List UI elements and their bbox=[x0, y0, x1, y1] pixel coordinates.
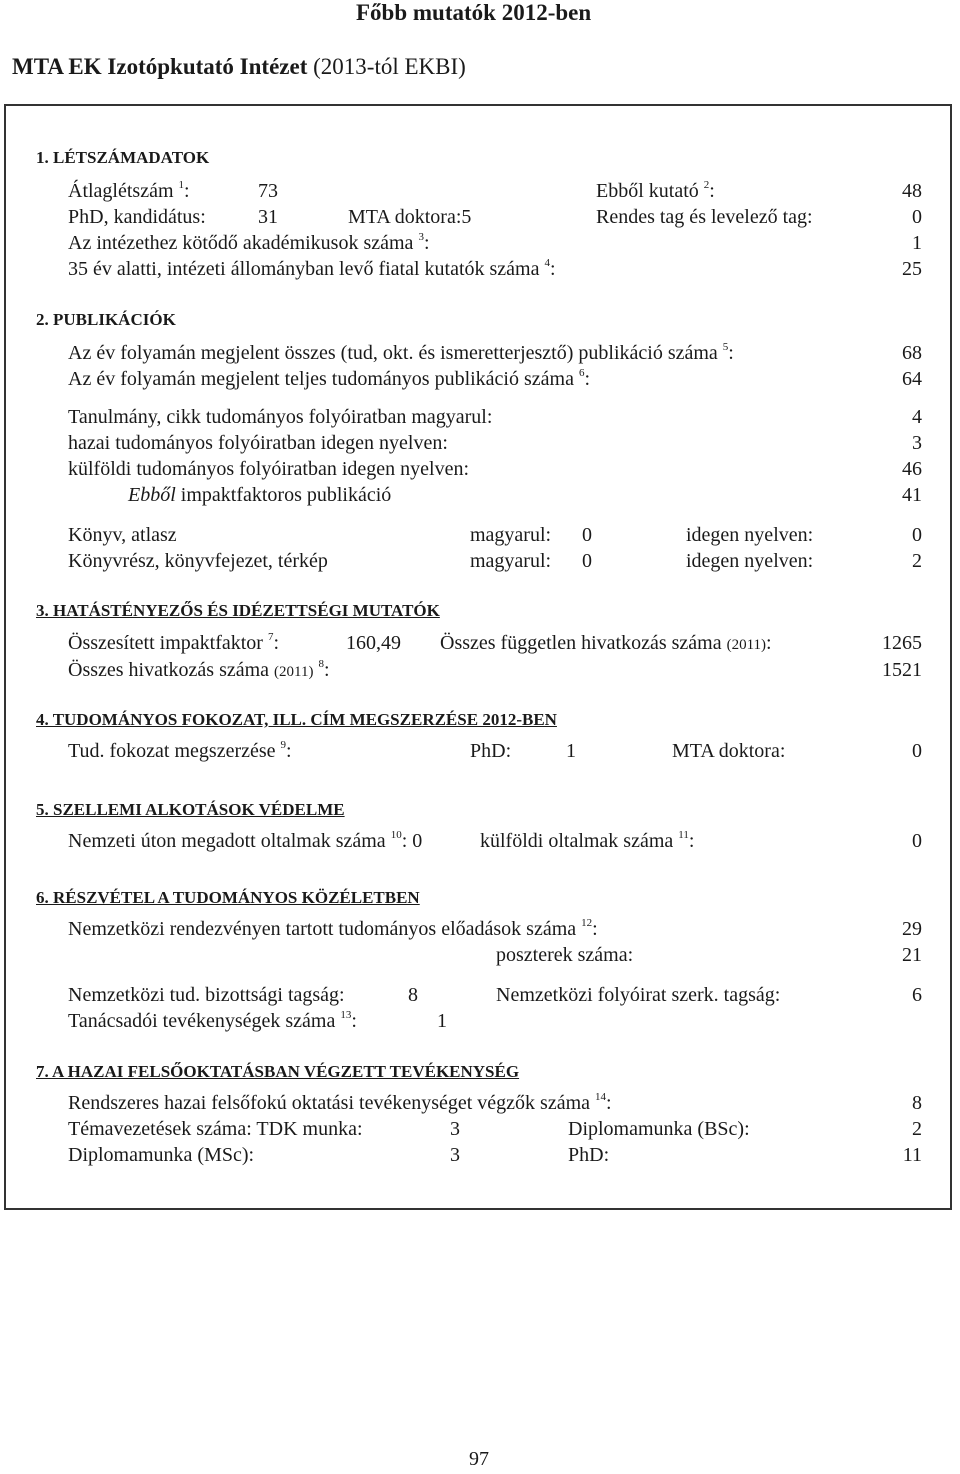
kulfoldi-oltalom-label: külföldi oltalmak száma $^{11}$: bbox=[480, 829, 695, 852]
row-rendszeres-oktatas bbox=[0, 1090, 960, 1116]
fiatal-label: 35 év alatti, intézeti állományban levő fiatal kutatók száma $^4$: bbox=[68, 257, 556, 280]
mta-doktor-label: MTA doktora:5 bbox=[348, 206, 472, 228]
tanacsadoi-value: 1 bbox=[437, 1010, 447, 1032]
kutato-value: 48 bbox=[902, 180, 922, 202]
tanulmany-label: Tanulmány, cikk tudományos folyóiratban magyarul: bbox=[68, 406, 493, 428]
phd-value: 31 bbox=[258, 206, 278, 228]
phd7-value: 11 bbox=[902, 1144, 922, 1166]
konyv-idegen-value: 0 bbox=[912, 524, 922, 546]
teljes-pub-label: Az év folyamán megjelent teljes tudományos publikáció száma $^6$: bbox=[68, 367, 591, 390]
row-temavezetesek bbox=[0, 1116, 960, 1142]
ebbol-value: 41 bbox=[902, 484, 922, 506]
tanulmany-value: 4 bbox=[912, 406, 922, 428]
konyvresz-magyarul-label: magyarul: bbox=[470, 550, 552, 572]
konyv-magyarul-value: 0 bbox=[582, 524, 592, 546]
row-msc bbox=[0, 1142, 960, 1168]
poszter-label: poszterek száma: bbox=[496, 944, 634, 966]
section-1-heading: 1. LÉTSZÁMADATOK bbox=[36, 148, 210, 167]
impakt-value: 160,49 bbox=[346, 632, 401, 654]
bsc-label: Diplomamunka (BSc): bbox=[568, 1118, 750, 1140]
ebbol-label: Ebből impaktfaktoros publikáció bbox=[128, 484, 392, 506]
rendszeres-label: Rendszeres hazai felsőfokú oktatási tevékenységet végzők száma $^{14}$: bbox=[68, 1091, 612, 1114]
konyvresz-idegen-value: 2 bbox=[912, 550, 922, 572]
konyv-magyarul-label: magyarul: bbox=[470, 524, 552, 546]
rendes-label: Rendes tag és levelező tag: bbox=[596, 206, 813, 228]
folyoirat-value: 6 bbox=[912, 984, 922, 1006]
kulfoldi-value: 46 bbox=[902, 458, 922, 480]
row-impaktfaktoros bbox=[0, 482, 960, 508]
row-poszterek bbox=[0, 942, 960, 968]
konyvresz-magyarul-value: 0 bbox=[582, 550, 592, 572]
teljes-pub-value: 64 bbox=[902, 368, 922, 390]
institute-name bbox=[12, 54, 466, 80]
row-hazai bbox=[0, 430, 960, 456]
section-6-heading: 6. RÉSZVÉTEL A TUDOMÁNYOS KÖZÉLETBEN bbox=[36, 888, 420, 907]
bizottsag-label: Nemzetközi tud. bizottsági tagság: bbox=[68, 984, 345, 1006]
row-teljes-publikacio bbox=[0, 366, 960, 392]
konyvresz-idegen-label: idegen nyelven: bbox=[686, 550, 814, 572]
hivatkozas-label: Összes hivatkozás száma (2011) $^8$: bbox=[68, 658, 330, 681]
fuggetlen-value: 1265 bbox=[882, 632, 922, 654]
fiatal-value: 25 bbox=[902, 258, 922, 280]
row-eloadasok bbox=[0, 916, 960, 942]
konyv-label: Könyv, atlasz bbox=[68, 524, 177, 546]
section-4-heading: 4. TUDOMÁNYOS FOKOZAT, ILL. CÍM MEGSZERZÉSE 2012-BEN bbox=[36, 710, 557, 729]
hazai-label: hazai tudományos folyóiratban idegen nyelven: bbox=[68, 432, 448, 454]
folyoirat-label: Nemzetközi folyóirat szerk. tagság: bbox=[496, 984, 781, 1006]
section-7-heading: 7. A HAZAI FELSŐOKTATÁSBAN VÉGZETT TEVÉKENYSÉG bbox=[36, 1062, 520, 1081]
bsc-value: 2 bbox=[912, 1118, 922, 1140]
konyvresz-label: Könyvrész, könyvfejezet, térkép bbox=[68, 550, 328, 572]
row-hivatkozas bbox=[0, 657, 960, 683]
poszter-value: 21 bbox=[902, 944, 922, 966]
kulfoldi-oltalom-value: 0 bbox=[912, 830, 922, 852]
eloadas-value: 29 bbox=[902, 918, 922, 940]
row-tanulmany bbox=[0, 404, 960, 430]
row-osszes-publikacio bbox=[0, 340, 960, 366]
kulfoldi-label: külföldi tudományos folyóiratban idegen nyelven: bbox=[68, 458, 470, 480]
row-kulfoldi bbox=[0, 456, 960, 482]
tanacsadoi-label: Tanácsadói tevékenységek száma $^{13}$: bbox=[68, 1009, 357, 1032]
osszes-pub-value: 68 bbox=[902, 342, 922, 364]
akad-label: Az intézethez kötődő akadémikusok száma $^3$: bbox=[68, 231, 430, 254]
msc-value: 3 bbox=[450, 1144, 460, 1166]
institute-name-suffix: (2013-tól EKBI) bbox=[313, 54, 466, 79]
fokozat-label: Tud. fokozat megszerzése $^9$: bbox=[68, 739, 292, 762]
page-title: Főbb mutatók 2012-ben bbox=[356, 0, 592, 25]
phd-label: PhD, kandidátus: bbox=[68, 206, 206, 228]
row-atlaglétszam bbox=[0, 178, 960, 204]
rendes-value: 0 bbox=[912, 206, 922, 228]
fokozat-mta-value: 0 bbox=[912, 740, 922, 762]
eloadas-label: Nemzetközi rendezvényen tartott tudományos előadások száma $^{12}$: bbox=[68, 917, 598, 940]
akad-value: 1 bbox=[912, 232, 922, 254]
kutato-label: Ebből kutató $^2$: bbox=[596, 179, 715, 202]
nemzeti-label: Nemzeti úton megadott oltalmak száma $^{10}$: 0 bbox=[68, 829, 423, 852]
msc-label: Diplomamunka (MSc): bbox=[68, 1144, 255, 1166]
row-bizottsag bbox=[0, 982, 960, 1008]
institute-name-main: MTA EK Izotópkutató Intézet bbox=[12, 54, 308, 79]
phd7-label: PhD: bbox=[568, 1144, 610, 1166]
tdk-label: Témavezetések száma: TDK munka: bbox=[68, 1118, 363, 1140]
impakt-label: Összesített impaktfaktor $^7$: bbox=[68, 631, 280, 654]
rendszeres-value: 8 bbox=[912, 1092, 922, 1114]
row-tud-fokozat bbox=[0, 738, 960, 764]
row-impaktfaktor bbox=[0, 630, 960, 656]
hivatkozas-value: 1521 bbox=[882, 659, 922, 681]
row-phd bbox=[0, 204, 960, 230]
fokozat-mta-label: MTA doktora: bbox=[672, 740, 786, 762]
row-tanacsadoi bbox=[0, 1008, 960, 1034]
section-3-heading: 3. HATÁSTÉNYEZŐS ÉS IDÉZETTSÉGI MUTATÓK bbox=[36, 601, 440, 620]
section-2-heading: 2. PUBLIKÁCIÓK bbox=[36, 310, 176, 329]
row-oltalmak bbox=[0, 828, 960, 854]
atlag-value: 73 bbox=[258, 180, 278, 202]
row-fiatal-kutatok bbox=[0, 256, 960, 282]
section-5-heading: 5. SZELLEMI ALKOTÁSOK VÉDELME bbox=[36, 800, 345, 819]
row-konyvresz bbox=[0, 548, 960, 574]
nemzeti-value: 0 bbox=[412, 830, 423, 852]
atlag-label: Átlaglétszám $^1$: bbox=[68, 179, 190, 202]
fokozat-phd-label: PhD: bbox=[470, 740, 512, 762]
bizottsag-value: 8 bbox=[408, 984, 418, 1006]
row-konyv bbox=[0, 522, 960, 548]
page-number: 97 bbox=[469, 1448, 489, 1470]
konyv-idegen-label: idegen nyelven: bbox=[686, 524, 814, 546]
row-akademikusok bbox=[0, 230, 960, 256]
hazai-value: 3 bbox=[912, 432, 922, 454]
fokozat-phd-value: 1 bbox=[566, 740, 576, 762]
fuggetlen-label: Összes független hivatkozás száma (2011): bbox=[440, 632, 772, 654]
tdk-value: 3 bbox=[450, 1118, 460, 1140]
osszes-pub-label: Az év folyamán megjelent összes (tud, okt. és ismeretterjesztő) publikáció száma $^5$: bbox=[68, 341, 734, 364]
